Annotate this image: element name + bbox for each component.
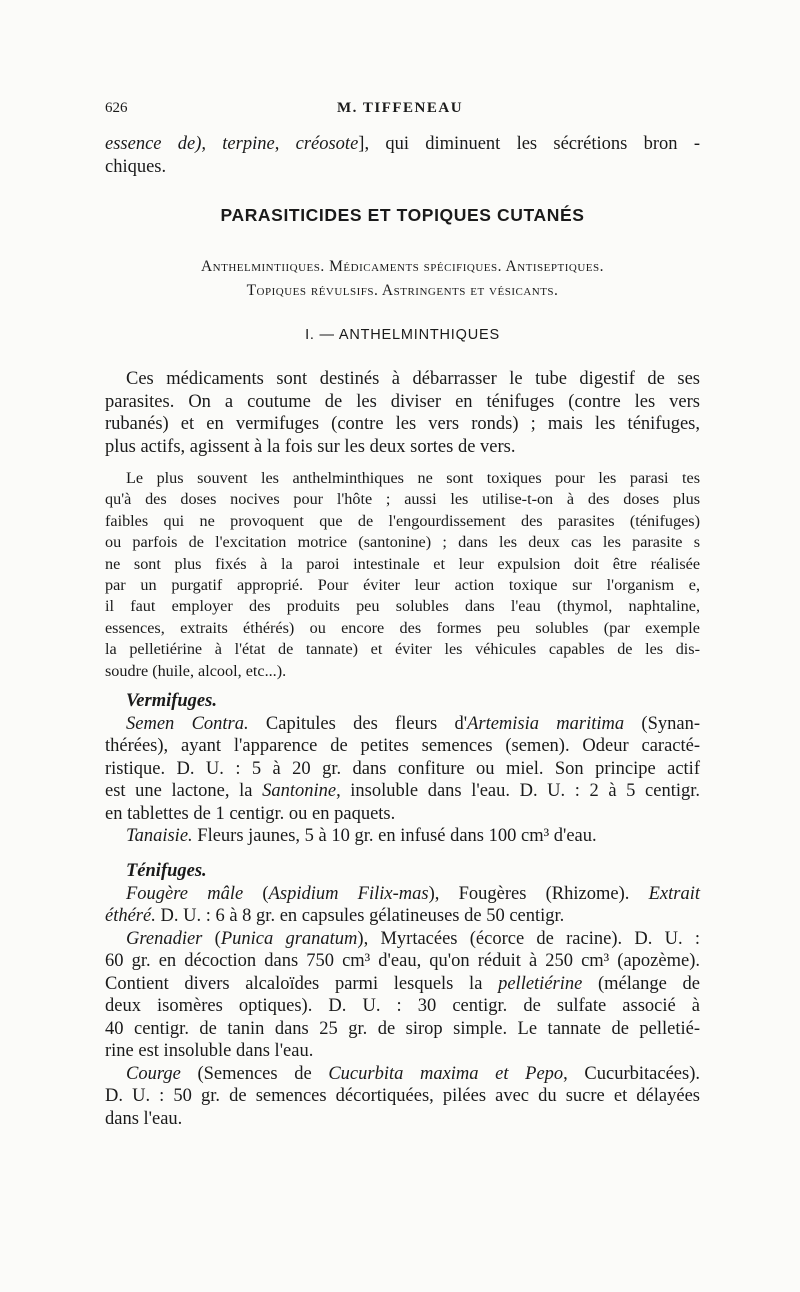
paragraph-line: Ces médicaments sont destinés à débarrasser le tube digestif de ses <box>126 369 700 389</box>
grenadier-line: deux isomères optiques). D. U. : 30 centigr. de sulfate associé à <box>105 996 700 1016</box>
paragraph-line: rubanés) et en vermifuges (contre les vers ronds) ; mais les ténifuges, <box>105 414 700 434</box>
grenadier-line: 60 gr. en décoction dans 750 cm³ d'eau, qu'on réduit à 250 cm³ (apozème). <box>105 951 700 971</box>
courge-line: dans l'eau. <box>105 1108 183 1129</box>
page-number: 626 <box>105 100 128 116</box>
paragraph-line: par un purgatif approprié. Pour éviter leur action toxique sur l'organism e, <box>105 576 700 595</box>
grenadier-line: rine est insoluble dans l'eau. <box>105 1041 314 1061</box>
fougere-line: Fougère mâle (Aspidium Filix-mas), Fougères (Rhizome). Extrait <box>126 883 700 904</box>
paragraph-line: soudre (huile, alcool, etc...). <box>105 661 287 680</box>
chapter-title: I. — ANTHELMINTHIQUES <box>305 327 500 343</box>
paragraph-line: ne sont plus fixés à la paroi intestinale et leur expulsion doit être réalisée <box>105 554 700 573</box>
semen-line: Semen Contra. Capitules des fleurs d'Artemisia maritima (Synan- <box>126 713 701 734</box>
semen-line: en tablettes de 1 centigr. ou en paquets. <box>105 803 396 824</box>
paragraph-line: essences, extraits éthérés) ou encore des formes peu solubles (par exemple <box>105 618 700 637</box>
page-header <box>105 100 695 117</box>
paragraph-small <box>105 468 700 682</box>
intro-line: chiques. <box>105 156 167 177</box>
paragraph-line: parasites. On a coutume de les diviser en ténifuges (contre les vers <box>105 391 700 412</box>
paragraph-line: la pelletiérine à l'état de tannate) et éviter les véhicules capables de les dis- <box>105 640 700 659</box>
paragraph-line: plus actifs, agissent à la fois sur les deux sortes de vers. <box>105 436 516 457</box>
semen-line: thérées), ayant l'apparence de petites semences (semen). Odeur caracté- <box>105 736 700 756</box>
grenadier-line: 40 centigr. de tanin dans 25 gr. de sirop simple. Le tannate de pelletié- <box>105 1018 700 1039</box>
section-subtitle-line: Anthelmintiiques. Médicaments spécifiques. Antiseptiques. <box>200 258 604 275</box>
intro-line: essence de), terpine, créosote], qui diminuent les sécrétions bron - <box>105 134 700 154</box>
tenifuges-heading: Ténifuges. <box>126 861 207 881</box>
paragraph-line: ou parfois de l'excitation motrice (santonine) ; dans les deux cas les parasite s <box>105 533 700 552</box>
paragraph-intro <box>105 368 700 458</box>
grenadier-line: Grenadier (Punica granatum), Myrtacées (écorce de racine). D. U. : <box>126 928 700 949</box>
paragraph-line: il faut employer des produits peu solubles dans l'eau (thymol, naphtaline, <box>105 597 700 616</box>
semen-line: est une lactone, la Santonine, insoluble dans l'eau. D. U. : 2 à 5 centigr. <box>105 781 700 801</box>
fougere-line: éthéré. D. U. : 6 à 8 gr. en capsules gélatineuses de 50 centigr. <box>105 906 565 926</box>
paragraph-line: qu'à des doses nocives pour l'hôte ; aussi les utilise-t-on à des doses plus <box>105 490 700 509</box>
running-head: M. TIFFENEAU <box>336 100 464 116</box>
grenadier-line: Contient divers alcaloïdes parmi lesquels la pelletiérine (mélange de <box>105 973 700 994</box>
paragraph-line: Le plus souvent les anthelminthiques ne sont toxiques pour les parasi tes <box>126 469 700 487</box>
section-title: PARASITICIDES ET TOPIQUES CUTANÉS <box>220 205 585 225</box>
semen-line: ristique. D. U. : 5 à 20 gr. dans confiture ou miel. Son principe actif <box>105 758 700 779</box>
courge-line: Courge (Semences de Cucurbita maxima et Pepo, Cucurbitacées). <box>126 1063 700 1084</box>
tanaisie-line: Tanaisie. Fleurs jaunes, 5 à 10 gr. en infusé dans 100 cm³ d'eau. <box>126 826 597 846</box>
tenifuges-section <box>105 860 700 1130</box>
courge-line: D. U. : 50 gr. de semences décortiquées, pilées avec du sucre et délayées <box>105 1086 700 1106</box>
paragraph-line: faibles qui ne provoquent que de l'engourdissement des parasites (ténifuges) <box>105 511 700 530</box>
section-subtitle-line: Topiques révulsifs. Astringents et vésicants. <box>246 282 559 299</box>
vermifuges-section <box>105 690 700 848</box>
vermifuges-heading: Vermifuges. <box>126 691 217 711</box>
intro-text <box>105 133 700 178</box>
